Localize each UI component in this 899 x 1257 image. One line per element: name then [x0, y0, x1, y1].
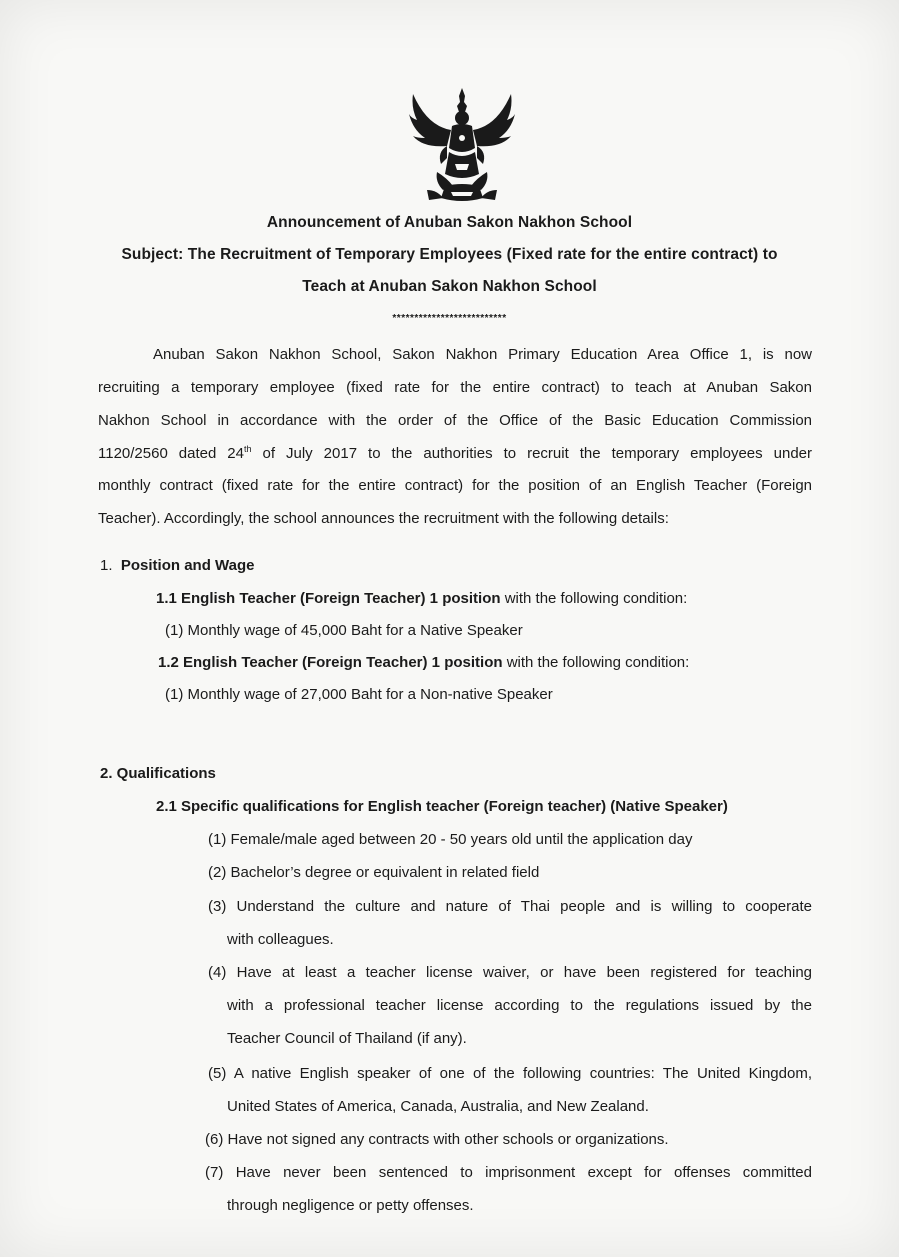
- garuda-emblem-icon: [407, 86, 517, 204]
- section-1-1: [156, 590, 687, 607]
- section-2-1-heading: 2.1 Specific qualifications for English teacher (Foreign teacher) (Native Speaker): [156, 798, 728, 815]
- qualification-item-5-line-1: (5) A native English speaker of one of the following countries: The United Kingdom,: [208, 1065, 812, 1082]
- qualification-item-6: (6) Have not signed any contracts with other schools or organizations.: [205, 1131, 669, 1148]
- separator-stars: **************************: [392, 313, 507, 324]
- section-1-title: Position and Wage: [120, 557, 255, 574]
- section-1-1-item: (1) Monthly wage of 45,000 Baht for a Native Speaker: [165, 622, 523, 639]
- qualification-item-1: (1) Female/male aged between 20 - 50 years old until the application day: [208, 831, 693, 848]
- qualification-item-4-line-3: Teacher Council of Thailand (if any).: [227, 1030, 467, 1047]
- intro-line-4a: 1120/2560 dated 24: [98, 445, 244, 462]
- intro-line-1: Anuban Sakon Nakhon School, Sakon Nakhon Primary Education Area Office 1, is now: [153, 346, 812, 363]
- qualification-item-3-line-1: (3) Understand the culture and nature of Thai people and is willing to cooperate: [208, 898, 812, 915]
- intro-line-4b: of July 2017 to the authorities to recruit the temporary employees under: [251, 445, 812, 462]
- intro-line-2: recruiting a temporary employee (fixed rate for the entire contract) to teach at Anuban Sakon: [98, 379, 812, 396]
- section-1-2-item: (1) Monthly wage of 27,000 Baht for a Non-native Speaker: [165, 686, 553, 703]
- intro-line-3: Nakhon School in accordance with the order of the Office of the Basic Education Commission: [98, 412, 812, 429]
- intro-line-4: [98, 444, 812, 462]
- subject-line-2: Teach at Anuban Sakon Nakhon School: [302, 278, 597, 295]
- section-1-2-bold: 1.2 English Teacher (Foreign Teacher) 1 position: [158, 654, 503, 671]
- qualification-item-5-line-2: United States of America, Canada, Australia, and New Zealand.: [227, 1098, 649, 1115]
- qualification-item-4-line-2: with a professional teacher license according to the regulations issued by the: [227, 997, 812, 1014]
- section-1-1-rest: with the following condition:: [500, 590, 688, 607]
- section-2-heading: 2. Qualifications: [100, 765, 216, 782]
- intro-line-6: Teacher). Accordingly, the school announces the recruitment with the following details:: [98, 510, 669, 527]
- section-1-2: [158, 654, 689, 671]
- qualification-item-7-line-1: (7) Have never been sentenced to imprisonment except for offenses committed: [205, 1164, 812, 1181]
- qualification-item-3-line-2: with colleagues.: [227, 931, 334, 948]
- subject-line-1: Subject: The Recruitment of Temporary Employees (Fixed rate for the entire contract) to: [121, 246, 778, 263]
- section-1-heading: [100, 557, 254, 574]
- section-1-2-rest: with the following condition:: [502, 654, 690, 671]
- intro-line-5: monthly contract (fixed rate for the entire contract) for the position of an English Teacher (Foreign: [98, 477, 812, 494]
- qualification-item-7-line-2: through negligence or petty offenses.: [227, 1197, 474, 1214]
- qualification-item-2: (2) Bachelor’s degree or equivalent in related field: [208, 864, 540, 881]
- intro-line-4-sup: th: [244, 444, 252, 454]
- section-1-1-bold: 1.1 English Teacher (Foreign Teacher) 1 position: [156, 590, 501, 607]
- qualification-item-4-line-1: (4) Have at least a teacher license waiver, or have been registered for teaching: [208, 964, 812, 981]
- announcement-title: Announcement of Anuban Sakon Nakhon School: [266, 214, 633, 231]
- section-1-number: 1.: [100, 557, 113, 574]
